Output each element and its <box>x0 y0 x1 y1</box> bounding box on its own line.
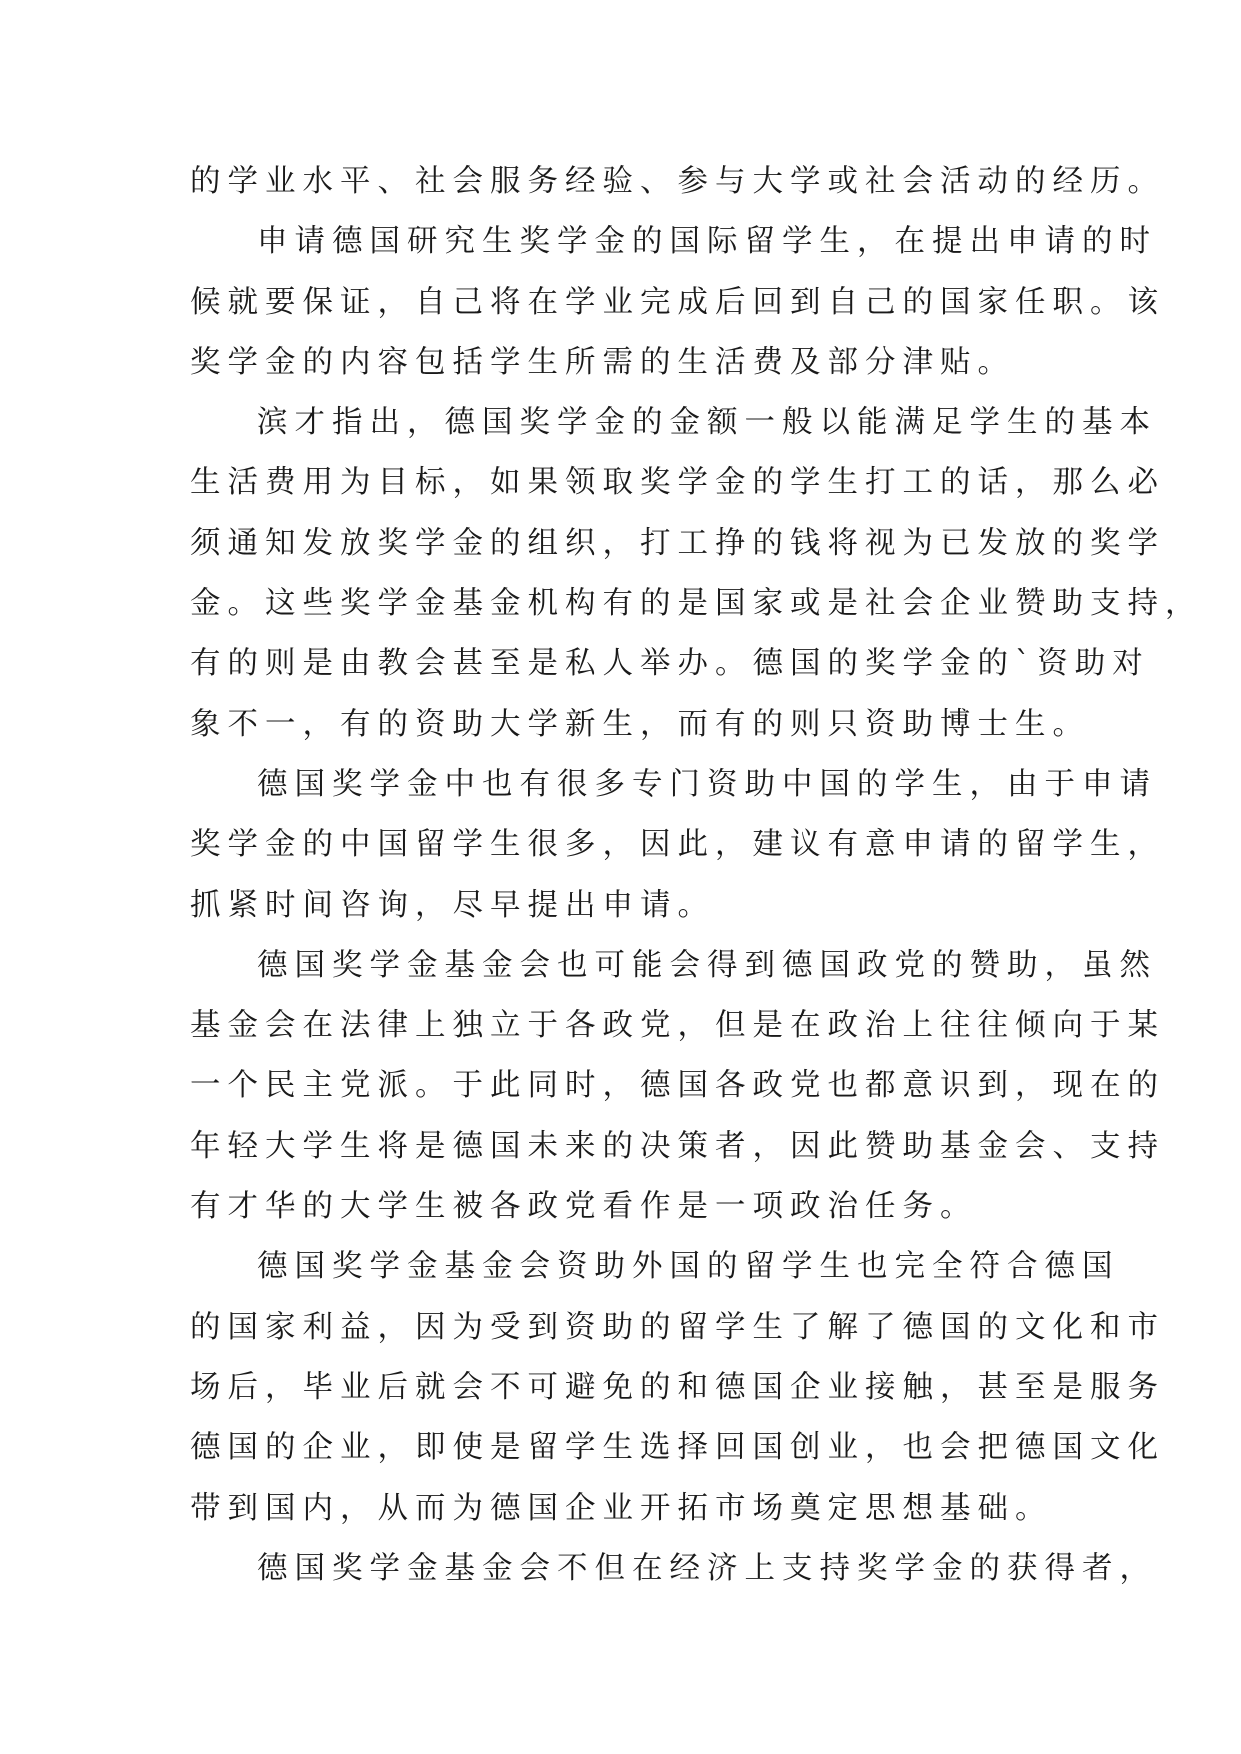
text-line: 奖学金的中国留学生很多，因此，建议有意申请的留学生， <box>190 827 1165 863</box>
body-text <box>190 152 1203 1599</box>
text-line: 有的则是由教会甚至是私人举办。德国的奖学金的`资助对 <box>190 646 1150 682</box>
text-line: 奖学金的内容包括学生所需的生活费及部分津贴。 <box>190 344 1015 380</box>
text-line: 德国奖学金基金会不但在经济上支持奖学金的获得者， <box>257 1550 1157 1586</box>
text-line: 德国的企业，即使是留学生选择回国创业，也会把德国文化 <box>190 1430 1165 1466</box>
text-line: 滨才指出，德国奖学金的金额一般以能满足学生的基本 <box>257 405 1157 441</box>
text-line: 象不一，有的资助大学新生，而有的则只资助博士生。 <box>190 706 1090 742</box>
text-line: 申请德国研究生奖学金的国际留学生，在提出申请的时 <box>257 224 1157 260</box>
text-line: 的学业水平、社会服务经验、参与大学或社会活动的经历。 <box>190 164 1165 199</box>
text-line: 德国奖学金中也有很多专门资助中国的学生，由于申请 <box>257 766 1157 802</box>
text-line: 的国家利益，因为受到资助的留学生了解了德国的文化和市 <box>190 1309 1165 1345</box>
text-line: 生活费用为目标，如果领取奖学金的学生打工的话，那么必 <box>190 465 1165 501</box>
text-line: 德国奖学金基金会也可能会得到德国政党的赞助，虽然 <box>257 947 1157 983</box>
text-line: 德国奖学金基金会资助外国的留学生也完全符合德国 <box>257 1249 1120 1285</box>
text-line: 须通知发放奖学金的组织，打工挣的钱将视为已发放的奖学 <box>190 525 1165 561</box>
text-line: 场后，毕业后就会不可避免的和德国企业接触，甚至是服务 <box>190 1369 1165 1405</box>
text-line: 候就要保证，自己将在学业完成后回到自己的国家任职。该 <box>190 284 1165 320</box>
text-line: 抓紧时间咨询，尽早提出申请。 <box>190 887 715 923</box>
text-line: 一个民主党派。于此同时，德国各政党也都意识到，现在的 <box>190 1068 1165 1104</box>
text-line: 金。这些奖学金基金机构有的是国家或是社会企业赞助支持， <box>190 586 1203 622</box>
text-line: 基金会在法律上独立于各政党，但是在政治上往往倾向于某 <box>190 1008 1165 1044</box>
text-line: 带到国内，从而为德国企业开拓市场奠定思想基础。 <box>190 1490 1053 1526</box>
text-line: 年轻大学生将是德国未来的决策者，因此赞助基金会、支持 <box>190 1128 1165 1164</box>
text-line: 有才华的大学生被各政党看作是一项政治任务。 <box>190 1189 978 1225</box>
